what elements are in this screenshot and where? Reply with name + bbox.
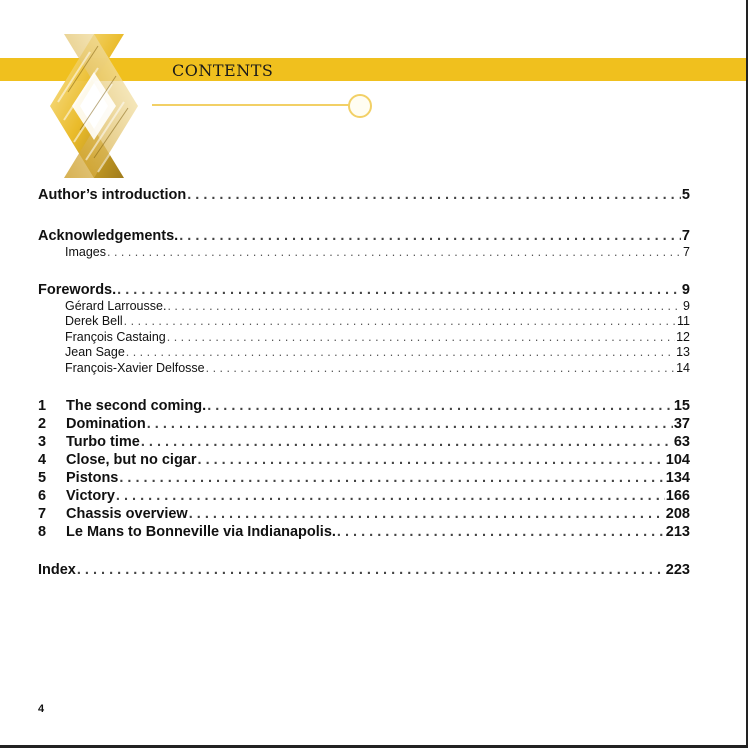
chapter-number: 2 — [38, 415, 47, 432]
dot-leader — [107, 245, 682, 261]
dot-leader — [117, 281, 681, 299]
toc-entry-label: Victory — [66, 487, 115, 504]
toc-entry-acknowledgements[interactable] — [38, 227, 690, 245]
toc-subentry-foreword[interactable] — [38, 361, 690, 377]
toc-entry-label: Derek Bell — [65, 314, 123, 329]
toc-subentry-foreword[interactable] — [38, 345, 690, 361]
dot-leader — [187, 186, 681, 204]
toc-entry-page: 7 — [681, 228, 690, 244]
toc-entry-label: Images — [65, 245, 106, 259]
chapter-number: 1 — [38, 397, 47, 414]
toc-entry-page: 12 — [676, 329, 690, 344]
toc-entry-index[interactable] — [38, 561, 690, 579]
dot-leader — [207, 397, 673, 415]
toc-entry-label: Close, but no cigar — [66, 451, 197, 468]
diamond-logo-icon — [28, 32, 160, 180]
toc-entry-page: 9 — [683, 298, 690, 313]
toc-entry-page: 208 — [665, 505, 690, 522]
toc-entry-label: Acknowledgements. — [38, 228, 179, 244]
toc-entry-page: 134 — [665, 469, 690, 486]
toc-chapter[interactable] — [38, 451, 690, 469]
toc-subentry-foreword[interactable] — [38, 330, 690, 346]
toc-entry-page: 9 — [681, 281, 690, 298]
toc-entry-page: 213 — [665, 523, 690, 540]
dot-leader — [119, 469, 664, 487]
toc-entry-page: 7 — [683, 245, 690, 259]
dot-leader — [206, 361, 675, 377]
toc-subentry-images[interactable] — [38, 245, 690, 261]
toc-entry-label: Gérard Larrousse. — [65, 298, 167, 313]
chapter-number: 5 — [38, 469, 47, 486]
toc-chapter[interactable] — [38, 523, 690, 541]
toc-entry-label: Author’s introduction — [38, 187, 187, 203]
toc-entry-intro[interactable] — [38, 186, 690, 204]
toc-chapter[interactable] — [38, 505, 690, 523]
toc-entry-page: 104 — [665, 451, 690, 468]
dot-leader — [77, 561, 665, 579]
table-of-contents — [38, 186, 690, 579]
page-number: 4 — [38, 703, 45, 715]
toc-entry-label: Turbo time — [66, 433, 140, 450]
chapter-number: 8 — [38, 523, 47, 540]
page-title: CONTENTS — [172, 61, 274, 80]
toc-entry-label: Jean Sage — [65, 345, 125, 360]
chapter-number: 3 — [38, 433, 47, 450]
toc-entry-label: François Castaing — [65, 329, 166, 344]
dot-leader — [189, 505, 665, 523]
toc-chapter[interactable] — [38, 433, 690, 451]
toc-entry-page: 5 — [681, 187, 690, 203]
toc-entry-page: 223 — [665, 561, 690, 578]
toc-subentry-foreword[interactable] — [38, 299, 690, 315]
toc-entry-label: François-Xavier Delfosse — [65, 360, 205, 375]
toc-entry-label: Forewords. — [38, 281, 117, 298]
toc-entry-forewords[interactable] — [38, 281, 690, 299]
decorative-circle-icon — [348, 94, 372, 118]
toc-chapter[interactable] — [38, 397, 690, 415]
toc-entry-page: 11 — [677, 314, 690, 329]
dot-leader — [141, 433, 673, 451]
toc-entry-label: Pistons — [66, 469, 119, 486]
chapter-number: 6 — [38, 487, 47, 504]
chapter-number: 7 — [38, 505, 47, 522]
dot-leader — [179, 227, 681, 245]
dot-leader — [167, 330, 675, 346]
toc-entry-page: 166 — [665, 487, 690, 504]
toc-entry-label: Chassis overview — [66, 505, 188, 522]
decorative-rule — [152, 104, 352, 106]
dot-leader — [337, 523, 665, 541]
toc-entry-page: 14 — [676, 360, 690, 375]
dot-leader — [116, 487, 665, 505]
toc-entry-page: 37 — [673, 415, 690, 432]
dot-leader — [167, 299, 682, 315]
toc-entry-page: 63 — [673, 433, 690, 450]
toc-entry-label: Domination — [66, 415, 146, 432]
toc-chapter[interactable] — [38, 487, 690, 505]
chapter-number: 4 — [38, 451, 47, 468]
dot-leader — [124, 314, 676, 330]
toc-entry-label: Index — [38, 561, 76, 578]
toc-chapter[interactable] — [38, 415, 690, 433]
toc-entry-label: Le Mans to Bonneville via Indianapolis. — [66, 523, 336, 540]
toc-chapter[interactable] — [38, 469, 690, 487]
dot-leader — [198, 451, 665, 469]
dot-leader — [147, 415, 673, 433]
toc-entry-page: 15 — [673, 397, 690, 414]
dot-leader — [126, 345, 675, 361]
toc-subentry-foreword[interactable] — [38, 314, 690, 330]
toc-entry-page: 13 — [676, 345, 690, 360]
toc-entry-label: The second coming. — [66, 397, 207, 414]
